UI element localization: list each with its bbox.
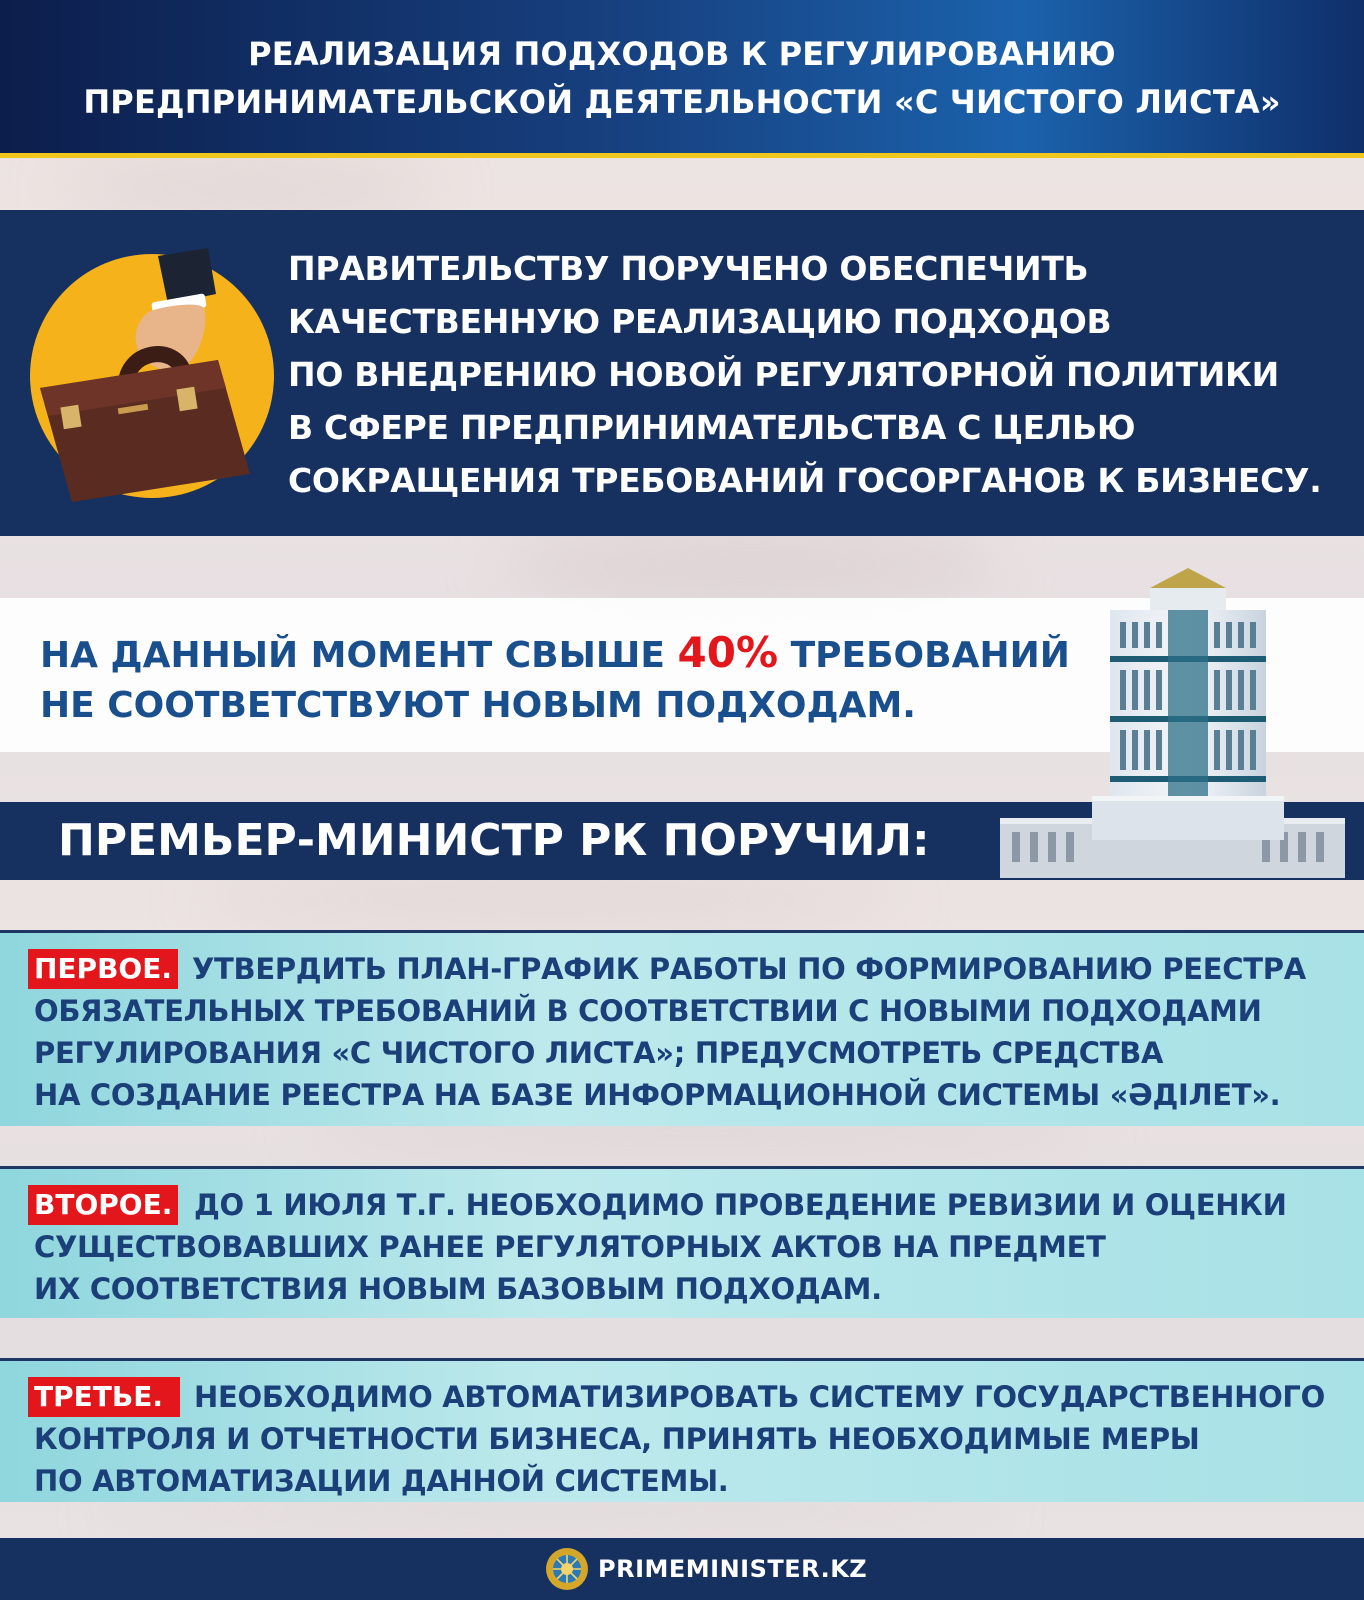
item-line: ОБЯЗАТЕЛЬНЫХ ТРЕБОВАНИЙ В СООТВЕТСТВИИ С НОВЫМИ ПОДХОДАМИ bbox=[34, 994, 1262, 1028]
statistic-suffix: ТРЕБОВАНИЙ bbox=[778, 635, 1070, 676]
intro-line: ПО ВНЕДРЕНИЮ НОВОЙ РЕГУЛЯТОРНОЙ ПОЛИТИКИ bbox=[288, 355, 1280, 394]
item-label: ПЕРВОЕ. bbox=[28, 949, 178, 989]
government-building-icon bbox=[1000, 566, 1345, 878]
item-line: ПО АВТОМАТИЗАЦИИ ДАННОЙ СИСТЕМЫ. bbox=[34, 1464, 729, 1498]
kazakhstan-emblem-icon bbox=[544, 1546, 590, 1592]
item-label: ВТОРОЕ. bbox=[28, 1185, 178, 1225]
statistic-percent: 40% bbox=[677, 628, 779, 677]
intro-line: ПРАВИТЕЛЬСТВУ ПОРУЧЕНО ОБЕСПЕЧИТЬ bbox=[288, 249, 1089, 288]
instruction-item bbox=[0, 1358, 1364, 1502]
item-line: РЕГУЛИРОВАНИЯ «С ЧИСТОГО ЛИСТА»; ПРЕДУСМОТРЕТЬ СРЕДСТВА bbox=[34, 1036, 1164, 1070]
intro-line: КАЧЕСТВЕННУЮ РЕАЛИЗАЦИЮ ПОДХОДОВ bbox=[288, 302, 1112, 341]
footer bbox=[0, 1538, 1364, 1600]
item-first-line: ДО 1 ИЮЛЯ Т.Г. НЕОБХОДИМО ПРОВЕДЕНИЕ РЕВИЗИИ И ОЦЕНКИ bbox=[194, 1188, 1287, 1222]
item-first-line: НЕОБХОДИМО АВТОМАТИЗИРОВАТЬ СИСТЕМУ ГОСУДАРСТВЕННОГО bbox=[194, 1380, 1325, 1414]
item-line: СУЩЕСТВОВАВШИХ РАНЕЕ РЕГУЛЯТОРНЫХ АКТОВ НА ПРЕДМЕТ bbox=[34, 1230, 1106, 1264]
item-line: НА СОЗДАНИЕ РЕЕСТРА НА БАЗЕ ИНФОРМАЦИОННОЙ СИСТЕМЫ «ӘДІЛЕТ». bbox=[34, 1078, 1281, 1112]
briefcase-icon bbox=[18, 238, 278, 508]
title-line-2: ПРЕДПРИНИМАТЕЛЬСКОЙ ДЕЯТЕЛЬНОСТИ «С ЧИСТОГО ЛИСТА» bbox=[83, 83, 1281, 121]
statistic-line-2: НЕ СООТВЕТСТВУЮТ НОВЫМ ПОДХОДАМ. bbox=[40, 685, 916, 726]
prime-minister-heading: ПРЕМЬЕР-МИНИСТР РК ПОРУЧИЛ: bbox=[58, 815, 930, 866]
item-text bbox=[34, 1376, 1325, 1502]
intro-panel bbox=[0, 210, 1364, 536]
header-banner bbox=[0, 0, 1364, 158]
intro-line: В СФЕРЕ ПРЕДПРИНИМАТЕЛЬСТВА С ЦЕЛЬЮ bbox=[288, 408, 1136, 447]
title-line-1: РЕАЛИЗАЦИЯ ПОДХОДОВ К РЕГУЛИРОВАНИЮ bbox=[248, 35, 1116, 73]
page-title bbox=[0, 30, 1364, 126]
item-text bbox=[34, 948, 1306, 1116]
item-line: ИХ СООТВЕТСТВИЯ НОВЫМ БАЗОВЫМ ПОДХОДАМ. bbox=[34, 1272, 882, 1306]
statistic-text bbox=[40, 628, 1070, 731]
statistic-prefix: НА ДАННЫЙ МОМЕНТ СВЫШЕ bbox=[40, 635, 678, 676]
item-line: КОНТРОЛЯ И ОТЧЕТНОСТИ БИЗНЕСА, ПРИНЯТЬ НЕОБХОДИМЫЕ МЕРЫ bbox=[34, 1422, 1200, 1456]
instruction-item bbox=[0, 930, 1364, 1126]
statistic-line-1 bbox=[40, 628, 1070, 681]
item-text bbox=[34, 1184, 1287, 1310]
intro-text bbox=[288, 242, 1321, 507]
intro-line: СОКРАЩЕНИЯ ТРЕБОВАНИЙ ГОСОРГАНОВ К БИЗНЕСУ. bbox=[288, 461, 1322, 500]
website-label: PRIMEMINISTER.KZ bbox=[598, 1555, 868, 1583]
instruction-item bbox=[0, 1166, 1364, 1318]
item-label: ТРЕТЬЕ. bbox=[28, 1377, 180, 1417]
item-first-line: УТВЕРДИТЬ ПЛАН-ГРАФИК РАБОТЫ ПО ФОРМИРОВАНИЮ РЕЕСТРА bbox=[192, 952, 1306, 986]
